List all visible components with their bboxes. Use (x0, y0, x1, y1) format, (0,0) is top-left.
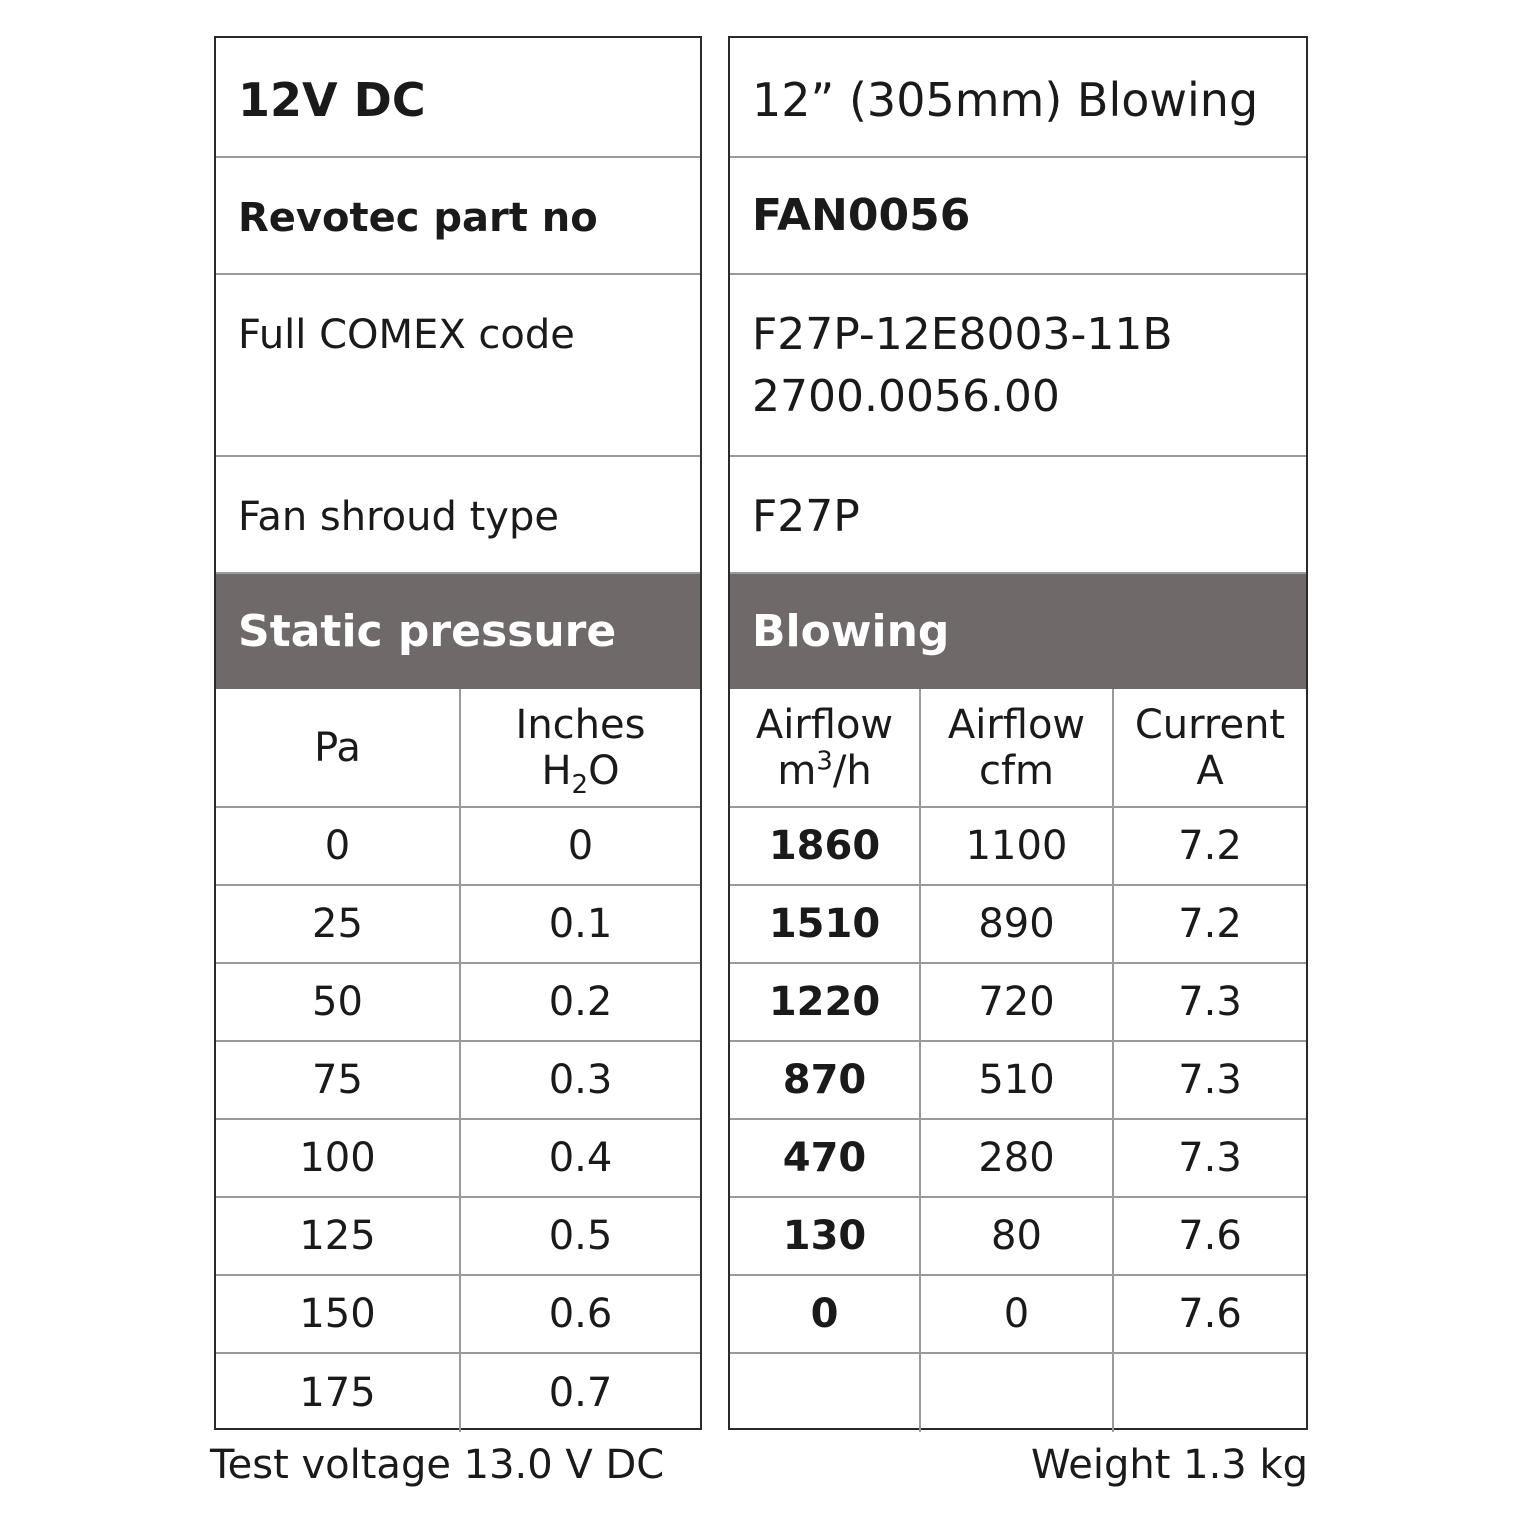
table-row (730, 1354, 1306, 1432)
inches-cell: 0.5 (548, 1213, 613, 1259)
inches-cell: 0.2 (548, 979, 613, 1025)
table-row (730, 1042, 1306, 1120)
blowing-title: Blowing (752, 606, 950, 657)
airflow-cfm-cell: 720 (921, 964, 1114, 1040)
current-cell: 7.6 (1178, 1291, 1242, 1337)
table-row (730, 886, 1306, 964)
part-no-value: FAN0056 (752, 190, 971, 241)
part-no-row (216, 158, 700, 275)
inches-cell: 0.1 (548, 901, 613, 947)
table-row (730, 1120, 1306, 1198)
shroud-value-row (730, 457, 1306, 574)
table-row (216, 808, 700, 886)
airflow-column-headers (730, 689, 1306, 808)
table-row (216, 964, 700, 1042)
shroud-label: Fan shroud type (238, 494, 559, 540)
current-cell: 7.6 (1178, 1213, 1242, 1259)
airflow-m3h-cell: 1860 (730, 808, 921, 884)
current-cell: 7.3 (1178, 1135, 1242, 1181)
test-voltage-note: Test voltage 13.0 V DC (210, 1442, 665, 1488)
col-header-pa (216, 689, 461, 806)
part-no-label: Revotec part no (238, 195, 598, 241)
airflow-m3h-cell: 130 (730, 1198, 921, 1274)
airflow-cfm-cell: 280 (921, 1120, 1114, 1196)
col-header-cfm-line2: cfm (978, 747, 1055, 794)
size-row (730, 38, 1306, 158)
airflow-cfm-cell: 890 (921, 886, 1114, 962)
col-header-cfm-line1: Airflow (947, 701, 1086, 748)
voltage-row (216, 38, 700, 158)
pa-cell: 100 (216, 1120, 461, 1196)
static-pressure-header (216, 574, 700, 689)
col-header-airflow-cfm (921, 689, 1114, 806)
spec-table-right (728, 36, 1308, 1430)
voltage-label: 12V DC (238, 73, 426, 127)
table-row (216, 1198, 700, 1276)
inches-cell: 0 (567, 823, 594, 869)
table-row (730, 808, 1306, 886)
col-header-current-line1: Current (1134, 701, 1286, 748)
pa-cell: 25 (216, 886, 461, 962)
airflow-m3h-cell: 870 (730, 1042, 921, 1118)
table-row (216, 1354, 700, 1432)
comex-code-line1: F27P-12E8003-11B (752, 309, 1173, 360)
col-header-current-line2: A (1196, 747, 1224, 794)
weight-note: Weight 1.3 kg (1031, 1442, 1308, 1488)
inches-cell: 0.6 (548, 1291, 613, 1337)
current-cell: 7.3 (1178, 1057, 1242, 1103)
pa-cell: 150 (216, 1276, 461, 1352)
table-row (730, 1198, 1306, 1276)
table-row (730, 1276, 1306, 1354)
airflow-cfm-cell: 0 (921, 1276, 1114, 1352)
table-row (730, 964, 1306, 1042)
blowing-header (730, 574, 1306, 689)
pa-cell: 50 (216, 964, 461, 1040)
static-pressure-title: Static pressure (238, 606, 617, 657)
col-header-inches-line2: $H_2O$ (541, 747, 620, 800)
pa-cell: 75 (216, 1042, 461, 1118)
current-cell (1114, 1354, 1306, 1432)
shroud-type-value: F27P (752, 491, 860, 542)
inches-cell: 0.4 (548, 1135, 613, 1181)
current-cell: 7.2 (1178, 901, 1242, 947)
col-header-m3h-line1: Airflow (755, 701, 894, 748)
spec-table-left (214, 36, 702, 1430)
airflow-cfm-cell: 510 (921, 1042, 1114, 1118)
table-row (216, 1276, 700, 1354)
current-cell: 7.2 (1178, 823, 1242, 869)
comex-row (216, 275, 700, 457)
comex-code-line2: 2700.0056.00 (752, 371, 1060, 422)
comex-label: Full COMEX code (238, 312, 575, 358)
table-row (216, 1120, 700, 1198)
inches-cell: 0.3 (548, 1057, 613, 1103)
pa-cell: 125 (216, 1198, 461, 1274)
col-header-inches (461, 689, 700, 806)
part-no-value-row (730, 158, 1306, 275)
airflow-cfm-cell (921, 1354, 1114, 1432)
shroud-row (216, 457, 700, 574)
airflow-m3h-cell (730, 1354, 921, 1432)
col-header-current (1114, 689, 1306, 806)
airflow-m3h-cell: 0 (730, 1276, 921, 1352)
airflow-cfm-cell: 80 (921, 1198, 1114, 1274)
table-row (216, 1042, 700, 1120)
comex-value-row (730, 275, 1306, 457)
col-header-m3h-line2: $m^3/h$ (777, 746, 872, 794)
inches-cell: 0.7 (548, 1370, 613, 1416)
col-header-inches-line1: Inches (515, 701, 646, 748)
col-header-pa-text: Pa (314, 724, 361, 771)
col-header-airflow-m3h (730, 689, 921, 806)
pa-cell: 0 (216, 808, 461, 884)
airflow-m3h-cell: 1510 (730, 886, 921, 962)
pressure-column-headers (216, 689, 700, 808)
pa-cell: 175 (216, 1354, 461, 1432)
airflow-m3h-cell: 1220 (730, 964, 921, 1040)
airflow-m3h-cell: 470 (730, 1120, 921, 1196)
current-cell: 7.3 (1178, 979, 1242, 1025)
airflow-cfm-cell: 1100 (921, 808, 1114, 884)
fan-size: 12” (305mm) Blowing (752, 73, 1259, 127)
table-row (216, 886, 700, 964)
